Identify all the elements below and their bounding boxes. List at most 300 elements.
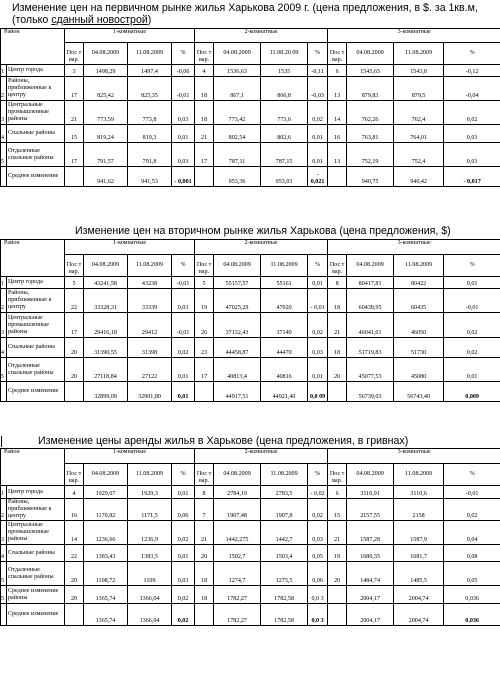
- percent-cell: 0,03: [308, 521, 328, 545]
- percent-cell: 0,036: [444, 586, 500, 604]
- listing-count-header: Пос т вар.: [195, 464, 214, 486]
- percent-cell: -0,04: [444, 77, 500, 101]
- listing-count-cell: 21: [328, 313, 347, 338]
- header-row: [1, 240, 500, 255]
- row-number: 1: [1, 65, 7, 77]
- row-number: 3: [1, 521, 7, 545]
- price-cell: 1536,63: [214, 65, 261, 77]
- listing-count-cell: 4: [195, 65, 214, 77]
- date-header: 11.08.2009: [394, 255, 444, 277]
- price-cell: 787,11: [214, 143, 261, 167]
- listing-count-cell: [65, 382, 84, 402]
- price-cell: 1442,7: [261, 521, 308, 545]
- date-header: 11.08.2009: [394, 464, 444, 486]
- price-cell: 773,6: [261, 101, 308, 125]
- listing-count-cell: 8: [195, 486, 214, 499]
- percent-header: %: [172, 255, 195, 277]
- price-cell: 1907,8: [261, 499, 308, 521]
- listing-count-cell: [65, 604, 84, 626]
- title-primary-line1: Изменение цен на первичном рынке жилья Харькова 2009 г. (цена предложения, в $. за 1кв.м,: [12, 2, 478, 14]
- district-header: Район: [1, 449, 65, 486]
- room-group-header: 1-комнатные: [65, 29, 195, 43]
- price-cell: 32899,09: [84, 382, 128, 402]
- date-header: 11.08.2009: [261, 464, 308, 486]
- price-cell: 47025,29: [214, 289, 261, 313]
- listing-count-cell: [65, 167, 84, 187]
- listing-count-cell: 19: [328, 545, 347, 562]
- percent-cell: - 0,01: [308, 289, 328, 313]
- row-number: 2: [1, 499, 7, 521]
- price-cell: 2004,17: [347, 586, 394, 604]
- price-cell: 1503,4: [261, 545, 308, 562]
- table-row: [1, 521, 500, 545]
- price-cell: 29412: [128, 313, 172, 338]
- row-number: 1: [1, 486, 7, 499]
- subheader-row: [1, 255, 500, 277]
- district-name: Районы, приближенные к центру: [7, 499, 65, 521]
- price-cell: 2004,17: [347, 604, 394, 626]
- row-number: 3: [1, 101, 7, 125]
- price-cell: 941,53: [128, 167, 172, 187]
- listing-count-cell: 19: [195, 289, 214, 313]
- date-header: 04.08.2009: [84, 464, 128, 486]
- listing-count-cell: 18: [328, 289, 347, 313]
- row-number: 5: [1, 143, 7, 167]
- district-header: Район: [1, 240, 65, 277]
- price-cell: 1383,5: [128, 545, 172, 562]
- listing-count-cell: 15: [65, 125, 84, 143]
- price-cell: 55157,57: [214, 277, 261, 289]
- price-cell: 43241,58: [84, 277, 128, 289]
- price-cell: 1171,5: [128, 499, 172, 521]
- date-header: 11.08.20 09: [261, 43, 308, 65]
- percent-cell: 0,03: [172, 562, 195, 586]
- percent-cell: 0,04: [444, 521, 500, 545]
- listing-count-cell: 17: [65, 143, 84, 167]
- room-group-header: 2-комнатные: [195, 240, 328, 255]
- district-name: Отдаленные спальные районы: [7, 562, 65, 586]
- price-cell: 762,26: [347, 101, 394, 125]
- price-cell: 764,01: [394, 125, 444, 143]
- price-cell: 37132,43: [214, 313, 261, 338]
- price-cell: 953,03: [261, 167, 308, 187]
- percent-cell: 0,06: [172, 499, 195, 521]
- price-cell: 2004,74: [394, 604, 444, 626]
- percent-cell: 0,01: [172, 486, 195, 499]
- percent-cell: -0,12: [444, 65, 500, 77]
- price-cell: 55161: [261, 277, 308, 289]
- date-header: 04.08.2009: [214, 255, 261, 277]
- percent-cell: 0,02: [444, 101, 500, 125]
- price-cell: 60435: [394, 289, 444, 313]
- title-secondary: Изменение цен на вторичном рынке жилья Харькова (цена предложения, $): [75, 225, 451, 237]
- price-cell: 37140: [261, 313, 308, 338]
- district-name: Отдаленные спальные районы: [7, 143, 65, 167]
- district-name: Районы, приближенные к центру: [7, 289, 65, 313]
- title-rent: Изменение цены аренды жилья в Харькове (цена предложения, в гривнах): [38, 435, 409, 447]
- percent-cell: -0,01: [444, 486, 500, 499]
- district-name: Центр города: [7, 277, 65, 289]
- district-name: Центр города: [7, 486, 65, 499]
- price-cell: 867,1: [214, 77, 261, 101]
- percent-cell: 0,03: [172, 143, 195, 167]
- price-cell: 791,57: [84, 143, 128, 167]
- percent-cell: 0,01: [172, 358, 195, 382]
- rent-table: [0, 448, 500, 626]
- table-row: [1, 77, 500, 101]
- price-cell: 1498,29: [84, 65, 128, 77]
- percent-header: %: [444, 255, 500, 277]
- title-primary-line2: (только сданный новострой): [12, 14, 152, 26]
- table-row: [1, 604, 500, 626]
- price-cell: 802,6: [261, 125, 308, 143]
- room-group-header: 3-комнатные: [328, 29, 500, 43]
- percent-header: %: [308, 464, 328, 486]
- price-cell: 1485,5: [394, 562, 444, 586]
- price-cell: 29416,18: [84, 313, 128, 338]
- listing-count-header: Пос т вар.: [328, 255, 347, 277]
- price-cell: 33339: [128, 289, 172, 313]
- table-row: [1, 125, 500, 143]
- date-header: 11.08.2009: [128, 43, 172, 65]
- listing-count-cell: 13: [328, 77, 347, 101]
- room-group-header: 1-комнатные: [65, 240, 195, 255]
- listing-count-cell: 20: [328, 562, 347, 586]
- percent-header: %: [308, 255, 328, 277]
- percent-header: %: [308, 43, 328, 65]
- date-header: 11.08.2009: [394, 43, 444, 65]
- row-number: 5: [1, 586, 7, 604]
- listing-count-cell: 17: [195, 143, 214, 167]
- percent-cell: 0,03: [444, 125, 500, 143]
- row-number: 1: [1, 277, 7, 289]
- price-cell: 791,8: [128, 143, 172, 167]
- table-row: [1, 313, 500, 338]
- percent-cell: 0,02: [172, 338, 195, 358]
- percent-cell: -0,01: [444, 289, 500, 313]
- percent-cell: 0,02: [172, 586, 195, 604]
- listing-count-cell: 14: [65, 521, 84, 545]
- listing-count-cell: 4: [65, 486, 84, 499]
- percent-cell: 0,03: [172, 289, 195, 313]
- date-header: 11.08.2009: [261, 255, 308, 277]
- room-group-header: 1-комнатные: [65, 449, 195, 464]
- listing-count-cell: 18: [195, 101, 214, 125]
- price-cell: 1929,3: [128, 486, 172, 499]
- table-row: [1, 499, 500, 521]
- percent-cell: 0,08: [444, 545, 500, 562]
- price-cell: 752,4: [394, 143, 444, 167]
- price-cell: 1587,28: [347, 521, 394, 545]
- listing-count-cell: 21: [195, 125, 214, 143]
- price-cell: 1108,72: [84, 562, 128, 586]
- table-row: [1, 277, 500, 289]
- price-cell: 40813,4: [214, 358, 261, 382]
- price-cell: 80417,81: [347, 277, 394, 289]
- percent-cell: - 0,001: [172, 167, 195, 187]
- price-cell: 2158: [394, 499, 444, 521]
- date-header: 04.08.2009: [84, 255, 128, 277]
- title-highlight: сданный новострой: [51, 14, 148, 26]
- price-cell: 1366,04: [128, 604, 172, 626]
- price-cell: 1365,74: [84, 604, 128, 626]
- percent-cell: 0,06: [308, 562, 328, 586]
- price-cell: 762,4: [394, 101, 444, 125]
- percent-cell: - 0,021: [308, 167, 328, 187]
- price-cell: 44917,51: [214, 382, 261, 402]
- page-marker: [1, 436, 2, 447]
- price-cell: 773,42: [214, 101, 261, 125]
- percent-cell: 0,02: [172, 521, 195, 545]
- price-cell: 1782,58: [261, 604, 308, 626]
- row-number: 4: [1, 338, 7, 358]
- row-number: 2: [1, 289, 7, 313]
- percent-cell: 0,0 3: [308, 604, 328, 626]
- date-header: 04.08.2009: [347, 255, 394, 277]
- price-cell: 773,8: [128, 101, 172, 125]
- price-cell: 1109: [128, 562, 172, 586]
- price-cell: 773,59: [84, 101, 128, 125]
- table-row: [1, 143, 500, 167]
- district-name: Среднее изменение районы: [7, 586, 65, 604]
- price-cell: 1782,27: [214, 586, 261, 604]
- table-row: [1, 586, 500, 604]
- price-cell: 802,54: [214, 125, 261, 143]
- listing-count-cell: 16: [328, 125, 347, 143]
- price-cell: 3110,91: [347, 486, 394, 499]
- price-cell: 46041,01: [347, 313, 394, 338]
- listing-count-header: Пос т вар.: [65, 464, 84, 486]
- price-cell: 2784,19: [214, 486, 261, 499]
- price-cell: 2783,5: [261, 486, 308, 499]
- price-cell: 866,8: [261, 77, 308, 101]
- percent-cell: 0,01: [444, 358, 500, 382]
- listing-count-cell: 16: [65, 499, 84, 521]
- percent-header: %: [172, 464, 195, 486]
- listing-count-header: Пос т вар.: [195, 43, 214, 65]
- price-cell: 1680,35: [347, 545, 394, 562]
- date-header: 04.08.2009: [347, 43, 394, 65]
- price-cell: 56739,03: [347, 382, 394, 402]
- price-cell: 819,24: [84, 125, 128, 143]
- listing-count-cell: [195, 604, 214, 626]
- row-number: 3: [1, 313, 7, 338]
- listing-count-cell: 23: [195, 338, 214, 358]
- subheader-row: [1, 464, 500, 486]
- price-cell: 940,75: [347, 167, 394, 187]
- table-row: [1, 65, 500, 77]
- percent-header: %: [444, 43, 500, 65]
- listing-count-cell: 5: [65, 277, 84, 289]
- date-header: 04.08.2009: [347, 464, 394, 486]
- price-cell: 31398: [128, 338, 172, 358]
- listing-count-cell: [328, 586, 347, 604]
- secondary-market-table: [0, 239, 500, 402]
- price-cell: 31390,55: [84, 338, 128, 358]
- percent-cell: 0,01: [172, 125, 195, 143]
- room-group-header: 2-комнатные: [195, 29, 328, 43]
- price-cell: 1681,7: [394, 545, 444, 562]
- district-name: Среднее изменение: [7, 167, 65, 187]
- row-number: 2: [1, 77, 7, 101]
- listing-count-cell: 20: [65, 338, 84, 358]
- listing-count-cell: 18: [195, 77, 214, 101]
- percent-cell: 0,02: [308, 101, 328, 125]
- listing-count-cell: 8: [328, 277, 347, 289]
- price-cell: 787,15: [261, 143, 308, 167]
- price-cell: 752,19: [347, 143, 394, 167]
- price-cell: 60438,95: [347, 289, 394, 313]
- district-name: Спальные районы: [7, 545, 65, 562]
- price-cell: 1587,9: [394, 521, 444, 545]
- district-name: Центральные промышленные районы: [7, 521, 65, 545]
- price-cell: 43238: [128, 277, 172, 289]
- percent-cell: 0,03: [444, 143, 500, 167]
- listing-count-cell: 5: [195, 277, 214, 289]
- price-cell: 825,35: [128, 77, 172, 101]
- listing-count-header: Пос т вар.: [328, 43, 347, 65]
- price-cell: 825,42: [84, 77, 128, 101]
- district-name: Центральные промышленные районы: [7, 101, 65, 125]
- price-cell: 3110,6: [394, 486, 444, 499]
- percent-cell: - 0,017: [444, 167, 500, 187]
- percent-cell: 0,02: [444, 338, 500, 358]
- district-name: Спальные районы: [7, 125, 65, 143]
- listing-count-header: Пос т вар.: [65, 255, 84, 277]
- price-cell: 1497,4: [128, 65, 172, 77]
- price-cell: 1502,7: [214, 545, 261, 562]
- listing-count-cell: 17: [195, 358, 214, 382]
- price-cell: 1274,7: [214, 562, 261, 586]
- price-cell: 953,36: [214, 167, 261, 187]
- price-cell: 33328,31: [84, 289, 128, 313]
- percent-cell: 0,05: [444, 562, 500, 586]
- listing-count-cell: 18: [328, 338, 347, 358]
- room-group-header: 2-комнатные: [195, 449, 328, 464]
- percent-cell: 0,02: [308, 499, 328, 521]
- price-cell: 1782,27: [214, 604, 261, 626]
- district-name: Среднее изменение: [7, 604, 65, 626]
- listing-count-cell: 6: [328, 486, 347, 499]
- percent-cell: 0,036: [444, 604, 500, 626]
- percent-cell: -0,01: [172, 313, 195, 338]
- listing-count-cell: [195, 382, 214, 402]
- price-cell: 1275,5: [261, 562, 308, 586]
- price-cell: 879,83: [347, 77, 394, 101]
- price-cell: 1442,275: [214, 521, 261, 545]
- price-cell: 1170,82: [84, 499, 128, 521]
- district-name: Центр города: [7, 65, 65, 77]
- district-name: Спальные районы: [7, 338, 65, 358]
- listing-count-cell: 3: [65, 65, 84, 77]
- district-header: Район: [1, 29, 65, 65]
- percent-cell: 0,02: [444, 499, 500, 521]
- header-row: [1, 29, 500, 43]
- price-cell: 940,42: [394, 167, 444, 187]
- table-row: [1, 545, 500, 562]
- percent-cell: 0,02: [172, 604, 195, 626]
- price-cell: 80422: [394, 277, 444, 289]
- district-name: Районы, приближенные к центру: [7, 77, 65, 101]
- percent-cell: 0,02: [444, 313, 500, 338]
- percent-cell: -0,01: [172, 77, 195, 101]
- percent-header: %: [444, 464, 500, 486]
- table-row: [1, 382, 500, 402]
- price-cell: 44470: [261, 338, 308, 358]
- listing-count-cell: 20: [65, 358, 84, 382]
- listing-count-cell: 6: [328, 65, 347, 77]
- price-cell: 27118,84: [84, 358, 128, 382]
- percent-cell: -0,01: [172, 277, 195, 289]
- table-row: [1, 338, 500, 358]
- percent-cell: 0,01: [172, 382, 195, 402]
- table-row: [1, 167, 500, 187]
- listing-count-cell: 14: [328, 101, 347, 125]
- listing-count-cell: 18: [195, 562, 214, 586]
- listing-count-cell: 13: [328, 143, 347, 167]
- room-group-header: 3-комнатные: [328, 449, 500, 464]
- price-cell: 27122: [128, 358, 172, 382]
- district-name: Среднее изменение: [7, 382, 65, 402]
- price-cell: 879,5: [394, 77, 444, 101]
- percent-cell: 0,01: [308, 277, 328, 289]
- percent-cell: - 0,02: [308, 486, 328, 499]
- listing-count-cell: 20: [328, 358, 347, 382]
- percent-cell: 0,01: [308, 125, 328, 143]
- price-cell: 44458,87: [214, 338, 261, 358]
- date-header: 04.08.2009: [214, 43, 261, 65]
- date-header: 11.08.2009: [128, 255, 172, 277]
- listing-count-header: Пос т вар.: [65, 43, 84, 65]
- percent-cell: 0,03: [308, 338, 328, 358]
- listing-count-cell: 20: [65, 562, 84, 586]
- price-cell: 1907,48: [214, 499, 261, 521]
- listing-count-cell: 22: [65, 545, 84, 562]
- table-row: [1, 289, 500, 313]
- percent-cell: 0,02: [308, 313, 328, 338]
- table-row: [1, 358, 500, 382]
- listing-count-header: Пос т вар.: [195, 255, 214, 277]
- price-cell: 763,81: [347, 125, 394, 143]
- price-cell: 819,3: [128, 125, 172, 143]
- price-cell: 40816: [261, 358, 308, 382]
- listing-count-cell: 22: [65, 289, 84, 313]
- row-number: 4: [1, 125, 7, 143]
- date-header: 04.08.2009: [84, 43, 128, 65]
- percent-cell: 0,01: [308, 143, 328, 167]
- price-cell: 1535: [261, 65, 308, 77]
- subheader-row: [1, 43, 500, 65]
- row-number: 5: [1, 562, 7, 586]
- percent-cell: 0,009: [444, 382, 500, 402]
- table-row: [1, 562, 500, 586]
- district-name: Центральные промышленные районы: [7, 313, 65, 338]
- listing-count-cell: 26: [195, 313, 214, 338]
- primary-market-table: [0, 28, 500, 187]
- price-cell: 1383,43: [84, 545, 128, 562]
- price-cell: 47020: [261, 289, 308, 313]
- table-row: [1, 486, 500, 499]
- price-cell: 1929,07: [84, 486, 128, 499]
- listing-count-cell: 20: [65, 586, 84, 604]
- listing-count-cell: 7: [195, 499, 214, 521]
- listing-count-cell: 21: [65, 101, 84, 125]
- price-cell: 46050: [394, 313, 444, 338]
- price-cell: 51719,83: [347, 338, 394, 358]
- listing-count-header: Пос т вар.: [328, 464, 347, 486]
- price-cell: 32901,80: [128, 382, 172, 402]
- price-cell: 1236,9: [128, 521, 172, 545]
